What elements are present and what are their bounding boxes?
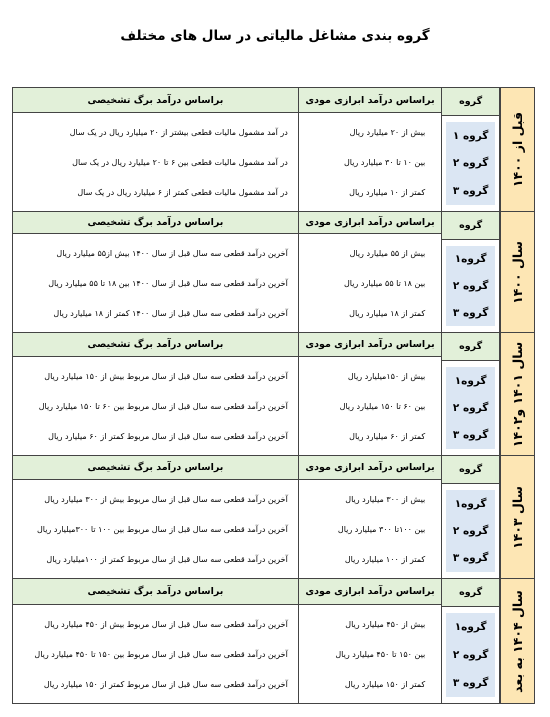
modi-cell: بیش از ۲۰ میلیارد ریال — [349, 127, 426, 137]
modi-cell: بین ۱۰ تا ۳۰ میلیارد ریال — [343, 157, 426, 167]
period-cell — [500, 456, 534, 578]
period-section — [13, 211, 534, 332]
tashkhis-cell: در آمد مشمول مالیات قطعی بین ۶ تا ۲۰ میلیارد ریال در یک سال — [72, 157, 288, 167]
modi-header: براساس درآمد ابرازی مودی — [299, 333, 441, 357]
group-box — [446, 122, 495, 205]
group-box — [446, 490, 495, 572]
tashkhis-header: براساس درآمد برگ تشخیصی — [13, 88, 298, 113]
modi-cell: کمتر از ۱۰ میلیارد ریال — [349, 187, 426, 197]
modi-column — [299, 579, 442, 703]
tashkhis-header: براساس درآمد برگ تشخیصی — [13, 579, 298, 605]
modi-cell: بیش از ۱۵۰میلیارد ریال — [347, 371, 426, 381]
period-label: سال ۱۴۰۳ — [510, 485, 525, 549]
group-header: گروه — [442, 456, 499, 484]
tashkhis-cell: آخرین درآمد قطعی سه سال قبل از سال مربوط کمتر از ۱۵۰ میلیارد ریال — [43, 679, 288, 689]
tax-groups-table — [12, 87, 535, 704]
tashkhis-column — [13, 212, 299, 332]
period-cell — [500, 579, 534, 703]
group-label: گروه ۲ — [452, 279, 489, 292]
tashkhis-cell: آخرین درآمد قطعی سه سال قبل از سال مربوط بیش از ۳۰۰ میلیارد ریال — [44, 494, 288, 504]
group-header: گروه — [442, 333, 499, 361]
tashkhis-cell: آخرین درآمد قطعی سه سال قبل از سال ۱۴۰۰ بیش از۵۵ میلیارد ریال — [56, 248, 288, 258]
tashkhis-cell: آخرین درآمد قطعی سه سال قبل از سال مربوط بین ۶۰ تا ۱۵۰ میلیارد ریال — [38, 401, 288, 411]
modi-cell: بیش از ۳۰۰ میلیارد ریال — [345, 494, 426, 504]
page-title: گروه بندی مشاغل مالیاتی در سال های مختلف — [120, 28, 430, 44]
group-column — [442, 88, 500, 211]
group-label: گروه۱ — [454, 253, 487, 266]
group-header: گروه — [442, 579, 499, 607]
modi-header: براساس درآمد ابرازی مودی — [299, 212, 441, 234]
modi-column — [299, 88, 442, 211]
modi-cell: بیش از ۵۵ میلیارد ریال — [349, 248, 426, 258]
tashkhis-cell: آخرین درآمد قطعی سه سال قبل از سال مربوط بین ۱۵۰ تا ۴۵۰ میلیارد ریال — [34, 649, 288, 659]
group-label: گروه ۲ — [452, 649, 489, 661]
group-label: گروه ۲ — [452, 157, 489, 170]
tashkhis-header: براساس درآمد برگ تشخیصی — [13, 212, 298, 234]
modi-cell: کمتر از ۶۰ میلیارد ریال — [349, 431, 426, 441]
modi-column — [299, 456, 442, 578]
tashkhis-cell: آخرین درآمد قطعی سه سال قبل از سال مربوط بیش از ۱۵۰ میلیارد ریال — [44, 371, 288, 381]
tashkhis-cell: آخرین درآمد قطعی سه سال قبل از سال ۱۴۰۰ بین ۱۸ تا ۵۵ میلیارد ریال — [48, 278, 288, 288]
group-column — [442, 333, 500, 455]
group-label: گروه ۳ — [452, 306, 489, 319]
modi-cell: کمتر از ۱۰۰ میلیارد ریال — [344, 554, 426, 564]
tashkhis-cell: آخرین درآمد قطعی سه سال قبل از سال مربوط کمتر از ۶۰ میلیارد ریال — [48, 431, 288, 441]
modi-header: براساس درآمد ابرازی مودی — [299, 579, 441, 605]
group-column — [442, 212, 500, 332]
modi-cell: بین ۱۵۰ تا ۴۵۰ میلیارد ریال — [335, 649, 426, 659]
tashkhis-cell: آخرین درآمد قطعی سه سال قبل از سال مربوط بین ۱۰۰ تا ۳۰۰میلیارد ریال — [36, 524, 288, 534]
tashkhis-header: براساس درآمد برگ تشخیصی — [13, 333, 298, 357]
modi-cell: بین ۶۰ تا ۱۵۰ میلیارد ریال — [339, 401, 426, 411]
tashkhis-column — [13, 456, 299, 578]
tashkhis-cell: آخرین درآمد قطعی سه سال قبل از سال مربوط کمتر از ۱۰۰میلیارد ریال — [46, 554, 288, 564]
group-label: گروه۱ — [454, 374, 487, 387]
period-label: سال ۱۴۰۴ به بعد — [510, 589, 526, 693]
tashkhis-column — [13, 333, 299, 455]
period-section — [13, 455, 534, 578]
modi-column — [299, 212, 442, 332]
tashkhis-cell: آخرین درآمد قطعی سه سال قبل از سال مربوط بیش از ۴۵۰ میلیارد ریال — [44, 619, 288, 629]
group-label: گروه ۳ — [452, 552, 489, 565]
period-section — [13, 88, 534, 211]
group-header: گروه — [442, 88, 499, 116]
group-label: گروه ۲ — [452, 401, 489, 414]
group-label: گروه ۲ — [452, 524, 489, 537]
group-label: گروه ۳ — [452, 185, 489, 198]
modi-cell: بین ۱۰۰تا ۳۰۰ میلیارد ریال — [337, 524, 426, 534]
group-label: گروه ۳ — [452, 429, 489, 442]
period-cell — [500, 88, 534, 211]
period-label: سال ۱۴۰۱ و۱۴۰۲ — [510, 341, 525, 447]
group-label: گروه۱ — [454, 497, 487, 510]
modi-header: براساس درآمد ابرازی مودی — [299, 88, 441, 113]
modi-column — [299, 333, 442, 455]
group-header: گروه — [442, 212, 499, 240]
tashkhis-column — [13, 88, 299, 211]
group-label: گروه ۱ — [452, 129, 489, 142]
modi-cell: کمتر از ۱۸ میلیارد ریال — [349, 308, 426, 318]
modi-cell: بیش از ۴۵۰ میلیارد ریال — [345, 619, 426, 629]
period-section — [13, 578, 534, 703]
tashkhis-cell: در آمد مشمول مالیات قطعی بیشتر از ۲۰ میلیارد ریال در یک سال — [69, 127, 288, 137]
tashkhis-cell: آخرین درآمد قطعی سه سال قبل از سال ۱۴۰۰ کمتر از ۱۸ میلیارد ریال — [53, 308, 288, 318]
group-box — [446, 246, 495, 326]
group-box — [446, 367, 495, 449]
group-label: گروه۱ — [454, 621, 487, 633]
modi-cell: بین ۱۸ تا ۵۵ میلیارد ریال — [343, 278, 426, 288]
group-label: گروه ۳ — [452, 677, 489, 689]
modi-header: براساس درآمد ابرازی مودی — [299, 456, 441, 480]
tashkhis-header: براساس درآمد برگ تشخیصی — [13, 456, 298, 480]
period-section — [13, 332, 534, 455]
period-cell — [500, 212, 534, 332]
group-box — [446, 613, 495, 697]
period-label: قبل از ۱۴۰۰ — [510, 111, 526, 188]
period-label: سال ۱۴۰۰ — [510, 240, 525, 304]
modi-cell: کمتر از ۱۵۰ میلیارد ریال — [344, 679, 426, 689]
period-cell — [500, 333, 534, 455]
group-column — [442, 579, 500, 703]
tashkhis-column — [13, 579, 299, 703]
tashkhis-cell: در آمد مشمول مالیات قطعی کمتر از ۶ میلیارد ریال در یک سال — [77, 187, 288, 197]
group-column — [442, 456, 500, 578]
